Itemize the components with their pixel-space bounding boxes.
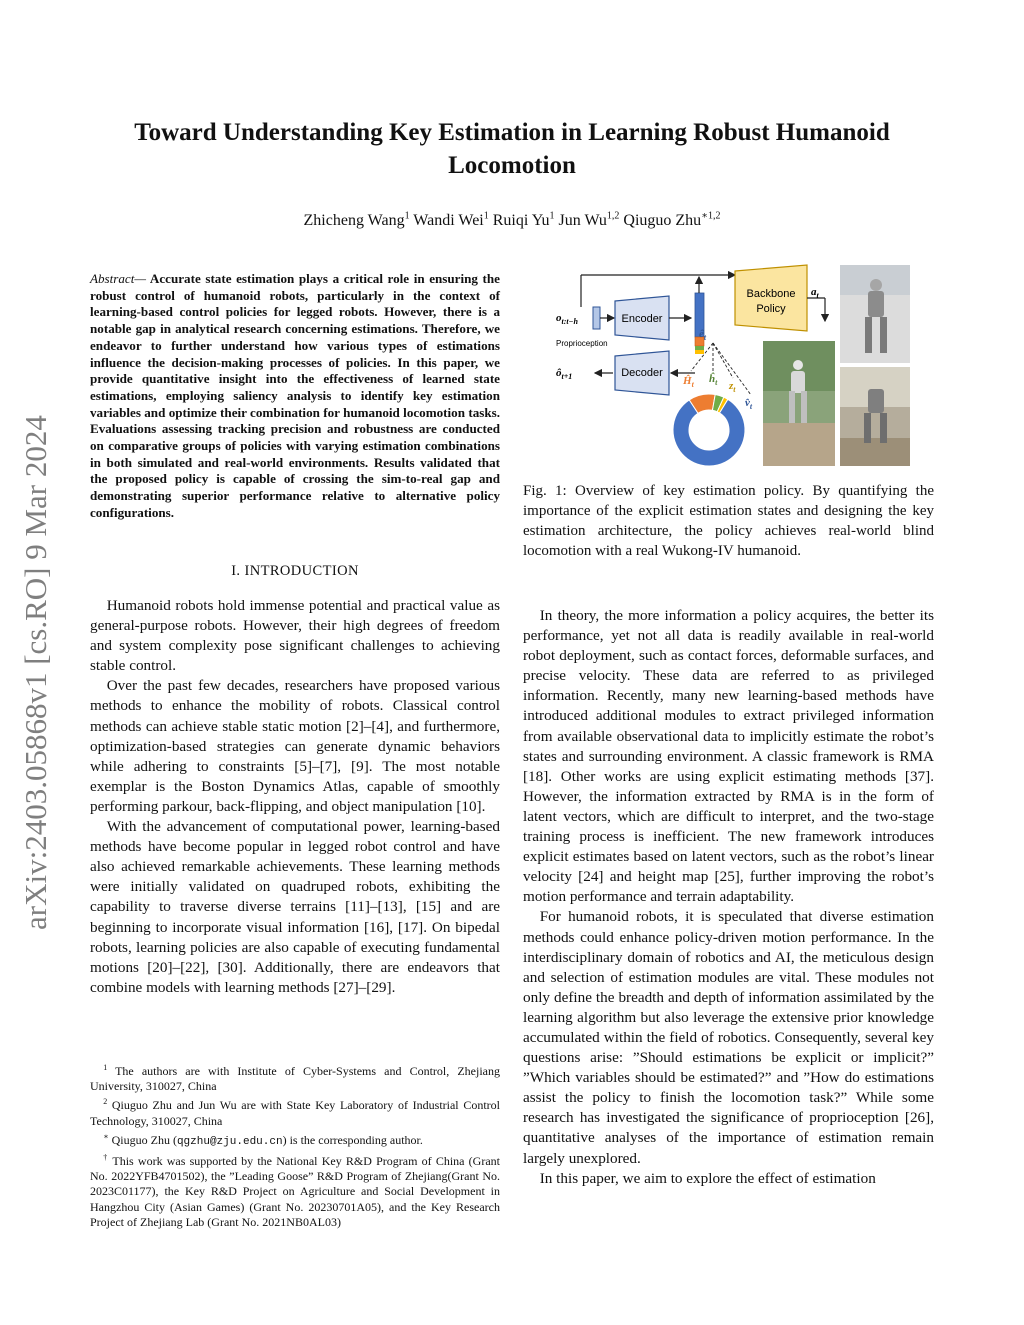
latent-bar-yellow [695,350,704,354]
footnote [90,1060,500,1094]
intro-paragraph: Over the past few decades, researchers have proposed various methods to enhance the mobility of robots. Classical control methods can achieve stable static motion [2]–[4], and furthermore, optimization-based strategies can generate dynamic behaviors while adhering to constraints [5]–[7], [9]. The most notable exemplar is the Boston Dynamics Atlas, capable of smoothly performing parkour, back-flipping, and object manipulation [10]. [90,677,500,815]
author-name: Ruiqi Yu$^1$ [492,211,555,230]
proprioception-label: Proprioception [556,339,608,348]
latent-label: $ê_t$ [699,328,707,342]
author-name: Qiuguo Zhu$^{∗1,2}$ [623,211,721,230]
author-name: Zhicheng Wang$^1$ [303,211,410,230]
obs-label: $o_{t:t-h}$ [556,312,578,326]
body-paragraph: In this paper, we aim to explore the effect of estimation [539,1169,876,1187]
footnote [90,1150,500,1230]
obs-hat-label: $ô_{t+1}$ [556,367,573,381]
intro-paragraph: Humanoid robots hold immense potential and practical value as general-purpose robots. However, their high degrees of freedom and system complexity pose significant challenges to achieving stable control. [90,597,500,675]
author-affiliation: 1,2 [606,211,620,222]
email-link[interactable]: qgzhu@zju.edu.cn [176,1135,283,1148]
estimation-importance-donut [673,394,745,466]
footnote-text: This work was supported by the National Key R&D Program of China (Grant No. 2022YFB4701502), the ”Leading Goose” R&D Program of Zhejiang(Grant No. 2023C01177), the Key R&D Project on Agriculture and Social Development in Hangzhou City (Asian Games) (Grant No. 20230701A05), and the Key Research Project of Zhejiang Lab (Grant No. 2021NB0AL03) [90,1154,500,1229]
author-affiliation: 1 [404,211,410,222]
action-label: $a_t$ [811,286,819,300]
photo-outdoor-walking [763,341,835,466]
footnote-mark: ∗ [103,1131,109,1141]
label-v: $v̂_t$ [745,397,753,411]
photo-robot-terrain [840,367,910,466]
label-h: $ĥ_t$ [709,373,718,387]
body-paragraph: For humanoid robots, it is speculated that diverse estimation methods could enhance policy-driven motion performance. In the interdisciplinary domain of robotics and AI, the meticulous design and selection of estimation modules are vital. These modules not only define the breadth and depth of information assimilated by the learning algorithm but also leverage the extensive prior knowledge accumulated within the field of robotics. Consequently, several key questions arise: ”Should estimations be explicit or implicit?” ”Which variables should be estimated?” and ”How do estimations assist the policy to finish the locomotion task?” While some research has investigated the significance of proprioception [26], quantitative analyses of the importance of estimation remain largely unexplored. [523,908,934,1167]
photo-robot-standing [840,265,910,363]
footnote [90,1094,500,1128]
footnote-text: The authors are with Institute of Cyber-Systems and Control, Zhejiang University, 310027, China [90,1064,500,1094]
body-paragraph: In theory, the more information a policy acquires, the better its performance, yet not all data is readily available in real-world robot deployment, such as contact forces, deformable surfaces, and precise velocity. These data are referred to as privileged information. Recently, many new learning-based methods have introduced additional modules to extract privileged information from available observational data to implicitly estimate the robot’s states and surrounding environment. A classic framework is RMA [18]. Other works are using explicit estimating methods [37]. However, the information extracted by RMA is in the form of latent vectors, which are difficult to interpret, and the two-stage training process is inefficient. The new framework introduces explicit estimates based on latent vectors, such as the robot’s linear velocity [24] and height map [25], further improving the robot’s motion performance and terrain adaptability. [523,607,934,906]
footnotes [90,1060,500,1230]
encoder-label: Encoder [621,313,663,325]
footnote-text: ) is the corresponding author. [282,1132,423,1147]
right-column-body [523,606,934,1189]
latent-bar-green [695,346,704,350]
footnote-text: Qiuguo Zhu and Jun Wu are with State Key Laboratory of Industrial Control Technology, 310027, China [90,1098,500,1128]
footnote-text: Qiuguo Zhu ( [108,1132,177,1147]
author-affiliation: ∗1,2 [701,211,721,222]
paper-title: Toward Understanding Key Estimation in Learning Robust Humanoid Locomotion [134,119,890,179]
author-name: Wandi Wei$^1$ [413,211,489,230]
figure-caption: Fig. 1: Overview of key estimation policy. By quantifying the importance of the explicit estimation states and designing the key estimation architecture, the policy achieves real-world blind locomotion with a real Wukong-IV humanoid. [523,483,934,560]
section-heading-introduction: I. INTRODUCTION [231,563,359,579]
proprio-vector [593,307,600,329]
footnote [90,1129,500,1150]
introduction-body [90,596,500,998]
author-affiliation: 1 [483,211,489,222]
intro-paragraph: With the advancement of computational power, learning-based methods have become popular in legged robot control and have also achieved remarkable achievements. These learning methods were initially validated on quadruped robots, exhibiting the capability to traverse diverse terrains [11]–[13], [15] and are beginning to incorporate visual information [16], [17]. On bipedal robots, learning policies are also capable of executing fundamental motions [20]–[22], [30]. Additionally, there are endeavors that combine models with learning methods [27]–[29]. [90,818,500,996]
abstract-label: Abstract— [90,271,147,286]
author-name: Jun Wu$^{1,2}$ [558,211,620,230]
policy-label: Policy [756,303,786,315]
label-H: $Ĥ_t$ [683,375,694,389]
label-z: $z_t$ [729,380,736,394]
abstract-text: Accurate state estimation plays a critical role in ensuring the robust control of humanoid robots, particularly in the context of learning-based control policies for legged robots. However, there is a notable gap in analytical research concerning estimations. Therefore, we endeavor to further understand how various types of estimations influence the decision-making processes of policies. In this paper, we provide quantitative insight into the effectiveness of learned state estimations, employing saliency analysis to identify key estimation variables and optimize their combination for humanoid locomotion tasks. Evaluations assessing tracking precision and robustness are conducted on comparative groups of policies with varying estimation combinations in both simulated and real-world environments. Results validated that the proposed policy is capable of crossing the sim-to-real gap and demonstrating superior performance relative to alternative policy configurations. [90,271,500,520]
footnote-mark: 1 [103,1063,108,1072]
footnote-mark: 2 [103,1097,108,1107]
author-affiliation: 1 [549,211,555,222]
arxiv-id-text: arXiv:2403.05868v1 [cs.RO] 9 Mar 2024 [18,415,53,930]
figure-1 [523,263,934,475]
footnote-mark: † [103,1153,109,1163]
backbone-label: Backbone [746,288,796,300]
decoder-label: Decoder [621,367,663,379]
abstract [90,271,500,522]
author-list [90,211,934,230]
arxiv-stamp [6,355,58,935]
